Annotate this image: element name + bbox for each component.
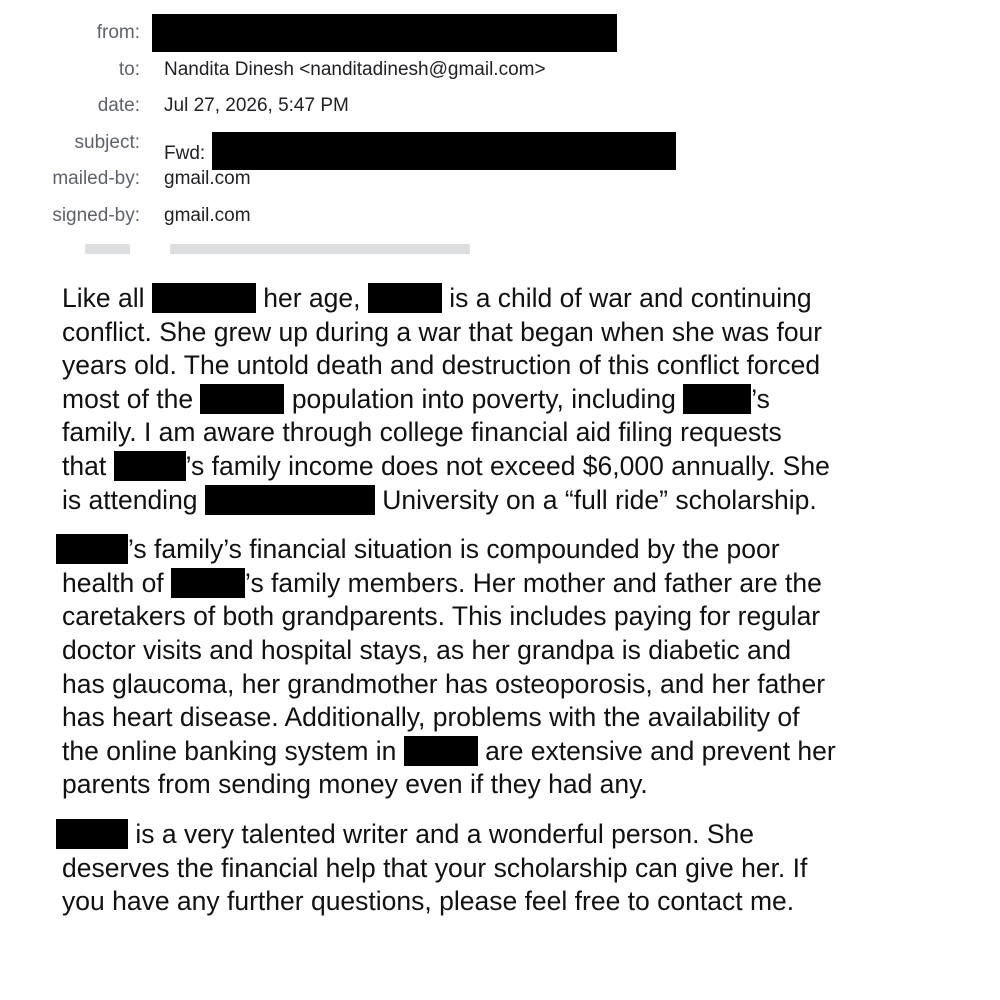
text-line: has glaucoma, her grandmother has osteoporosis, and her father <box>62 668 826 699</box>
text-segment: is a child of war and continuing <box>441 283 812 313</box>
redaction-bar <box>205 485 375 515</box>
text-line: family. I am aware through college financial aid filing requests <box>62 417 782 448</box>
text-line <box>62 735 962 769</box>
mailed-by-value: gmail.com <box>164 168 251 190</box>
text-segment: is attending <box>62 484 205 515</box>
text-segment: ’s family members. Her mother and father are the <box>245 567 822 598</box>
from-row <box>0 22 1000 59</box>
text-segment: her age, <box>255 283 368 313</box>
redaction-bar <box>56 534 128 564</box>
from-label: from: <box>96 22 140 43</box>
redaction-bar <box>404 736 478 766</box>
cropped-header-row <box>30 240 480 254</box>
email-header <box>0 22 1000 242</box>
mailed-by-label: mailed-by: <box>52 168 140 190</box>
date-row <box>0 95 1000 132</box>
subject-label: subject: <box>74 131 140 153</box>
text-line <box>62 484 962 518</box>
text-segment: is a very talented writer and a wonderful person. She <box>128 818 755 849</box>
text-line: years old. The untold death and destruction of this conflict forced <box>62 350 821 381</box>
text-line: doctor visits and hospital stays, as her grandpa is diabetic and <box>62 634 792 665</box>
text-line <box>56 818 962 852</box>
mailed-by-row <box>0 168 1000 205</box>
text-segment: ’s <box>751 383 770 414</box>
redaction-bar <box>200 384 284 414</box>
text-line: caretakers of both grandparents. This includes paying for regular <box>62 601 821 632</box>
subject-prefix: Fwd: <box>164 142 206 164</box>
cropped-text-fragment <box>85 244 130 254</box>
signed-by-label: signed-by: <box>52 204 140 226</box>
cropped-text-fragment <box>170 244 470 254</box>
redaction-bar <box>212 132 676 170</box>
text-line <box>62 450 962 484</box>
paragraph-3 <box>62 818 962 919</box>
text-line <box>62 383 962 417</box>
text-line: deserves the financial help that your scholarship can give her. If <box>62 852 808 883</box>
date-label: date: <box>97 95 140 117</box>
text-line: you have any further questions, please feel free to contact me. <box>62 886 795 917</box>
text-line <box>56 533 962 567</box>
text-segment: most of the <box>62 383 201 414</box>
date-value: Jul 27, 2026, 5:47 PM <box>164 95 349 117</box>
text-line: parents from sending money even if they had any. <box>62 769 648 800</box>
text-line <box>62 567 962 601</box>
to-label: to: <box>118 58 140 80</box>
text-segment: ’s family’s financial situation is compounded by the poor <box>128 534 780 565</box>
from-value-redacted <box>152 14 617 54</box>
text-segment: the online banking system in <box>62 735 404 766</box>
redaction-bar <box>114 451 186 481</box>
text-line: has heart disease. Additionally, problems with the availability of <box>62 702 800 733</box>
text-segment: Like all <box>62 283 152 313</box>
to-value[interactable]: Nandita Dinesh <nanditadinesh@gmail.com> <box>164 58 546 80</box>
text-line: conflict. She grew up during a war that began when she was four <box>62 316 823 347</box>
redaction-bar <box>683 384 751 414</box>
redaction-bar <box>171 568 245 598</box>
paragraph-2 <box>62 533 962 802</box>
redaction-bar <box>56 819 128 849</box>
text-segment: are extensive and prevent her <box>477 735 836 766</box>
text-segment: University on a “full ride” scholarship. <box>374 484 817 515</box>
to-row <box>0 59 1000 96</box>
text-line <box>62 282 962 316</box>
subject-value <box>164 132 676 170</box>
text-segment: that <box>62 450 114 481</box>
text-segment: ’s family income does not exceed $6,000 annually. She <box>185 450 830 481</box>
signed-by-row <box>0 205 1000 242</box>
redaction-bar <box>152 283 256 313</box>
redaction-bar <box>368 283 442 313</box>
redaction-bar <box>152 14 617 52</box>
text-segment: population into poverty, including <box>284 383 684 414</box>
paragraph-1 <box>62 282 962 517</box>
letter-body <box>62 282 962 935</box>
signed-by-value: gmail.com <box>164 204 251 226</box>
text-segment: health of <box>62 567 172 598</box>
subject-row <box>0 132 1000 169</box>
